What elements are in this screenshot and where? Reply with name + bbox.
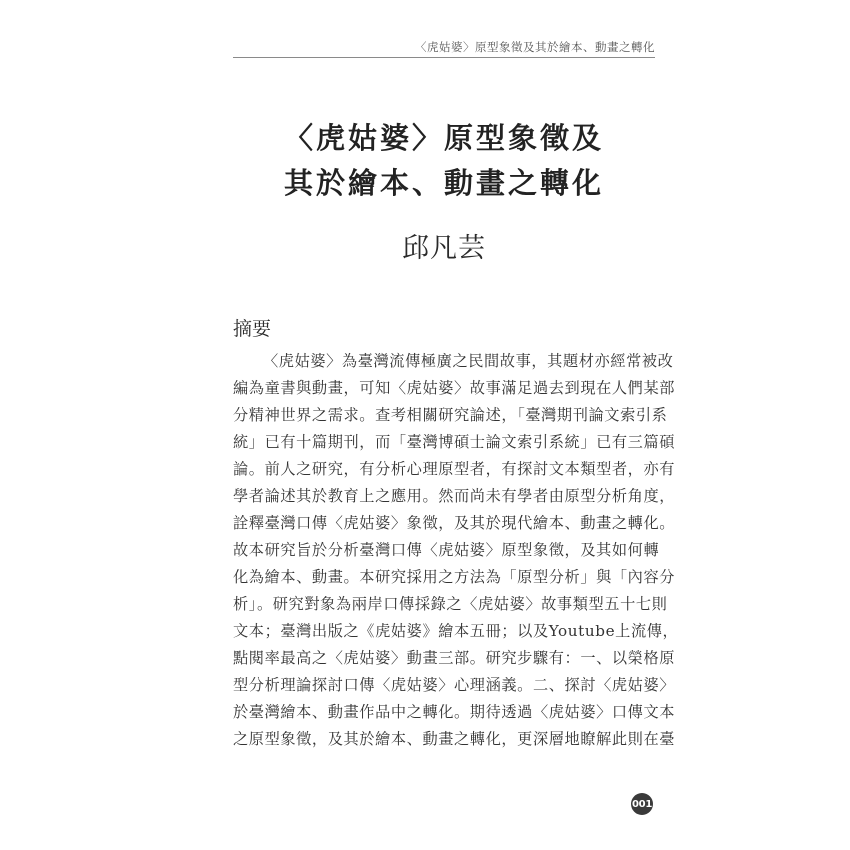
article-title [233, 116, 655, 206]
abstract-line: 之原型象徵，及其於繪本、動畫之轉化，更深層地瞭解此則在臺 [233, 730, 676, 748]
abstract-line: 詮釋臺灣口傳〈虎姑婆〉象徵，及其於現代繪本、動畫之轉化。 [233, 514, 676, 532]
abstract-line: 化為繪本、動畫。本研究採用之方法為「原型分析」與「內容分 [233, 568, 676, 586]
abstract-body [233, 348, 679, 753]
abstract-line: 故本研究旨於分析臺灣口傳〈虎姑婆〉原型象徵，及其如何轉 [233, 541, 660, 559]
abstract-line: 〈虎姑婆〉為臺灣流傳極廣之民間故事，其題材亦經常被改 [263, 352, 674, 370]
abstract-line: 論。前人之研究，有分析心理原型者，有探討文本類型者，亦有 [233, 460, 676, 478]
abstract-line: 學者論述其於教育上之應用。然而尚未有學者由原型分析角度， [233, 487, 676, 505]
abstract-line: 於臺灣繪本、動畫作品中之轉化。期待透過〈虎姑婆〉口傳文本 [233, 703, 676, 721]
page-number-badge: 001 [631, 793, 653, 815]
abstract-line: 分精神世界之需求。查考相關研究論述，「臺灣期刊論文索引系 [233, 406, 668, 424]
abstract-line: 析」。研究對象為兩岸口傳採錄之〈虎姑婆〉故事類型五十七則 [233, 595, 668, 613]
running-head: 〈虎姑婆〉原型象徵及其於繪本、動畫之轉化 [233, 40, 655, 58]
abstract-line: 型分析理論探討口傳〈虎姑婆〉心理涵義。二、探討〈虎姑婆〉 [233, 676, 676, 694]
abstract-line: 統」已有十篇期刊，而「臺灣博碩士論文索引系統」已有三篇碩 [233, 433, 676, 451]
author-name: 邱凡芸 [402, 233, 486, 264]
title-line-2: 其於繪本、動畫之轉化 [283, 166, 604, 200]
abstract-line: 文本；臺灣出版之《虎姑婆》繪本五冊；以及Youtube上流傳， [233, 622, 679, 640]
abstract-heading: 摘要 [233, 318, 272, 340]
abstract-line: 點閱率最高之〈虎姑婆〉動畫三部。研究步驟有：一、以榮格原 [233, 649, 676, 667]
title-line-1: 〈虎姑婆〉原型象徵及 [283, 121, 604, 155]
abstract-line: 編為童書與動畫，可知〈虎姑婆〉故事滿足過去到現在人們某部 [233, 379, 676, 397]
